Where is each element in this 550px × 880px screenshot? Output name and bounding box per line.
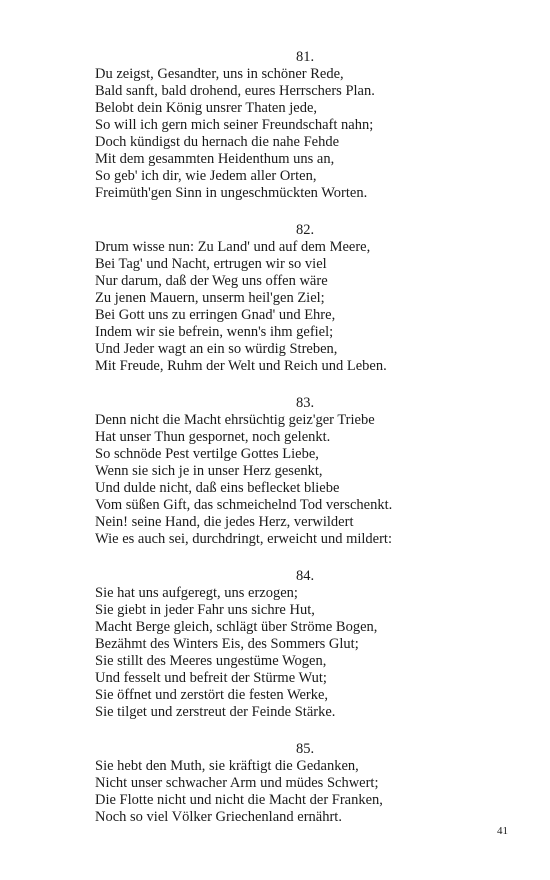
stanza-number: 81. <box>295 49 315 65</box>
verse-line: Zu jenen Mauern, unserm heil'gen Ziel; <box>95 290 325 306</box>
verse-line: So geb' ich dir, wie Jedem aller Orten, <box>95 168 317 184</box>
verse-line: So schnöde Pest vertilge Gottes Liebe, <box>95 446 319 462</box>
verse-line: Bei Tag' und Nacht, ertrugen wir so viel <box>95 256 327 272</box>
verse-line: Und fesselt und befreit der Stürme Wut; <box>95 670 327 686</box>
verse-line: Nur darum, daß der Weg uns offen wäre <box>95 273 328 289</box>
stanza-number: 83. <box>295 395 315 411</box>
verse-line: Nicht unser schwacher Arm und müdes Schwert; <box>95 775 379 791</box>
stanza-82 <box>95 222 515 375</box>
verse-line: Mit dem gesammten Heidenthum uns an, <box>95 151 335 167</box>
verse-line: Doch kündigst du hernach die nahe Fehde <box>95 134 340 150</box>
verse-line: Wie es auch sei, durchdringt, erweicht und mildert: <box>95 531 392 547</box>
stanza-85 <box>95 741 515 826</box>
stanza-number: 85. <box>295 741 315 757</box>
verse-line: Sie öffnet und zerstört die festen Werke, <box>95 687 329 703</box>
stanza-84 <box>95 568 515 721</box>
verse-line: Nein! seine Hand, die jedes Herz, verwildert <box>95 514 354 530</box>
verse-line: Sie giebt in jeder Fahr uns sichre Hut, <box>95 602 315 618</box>
verse-line: Indem wir sie befrein, wenn's ihm gefiel; <box>95 324 334 340</box>
verse-line: Bei Gott uns zu erringen Gnad' und Ehre, <box>95 307 336 323</box>
verse-line: Mit Freude, Ruhm der Welt und Reich und Leben. <box>95 358 387 374</box>
verse-line: Denn nicht die Macht ehrsüchtig geiz'ger Triebe <box>95 412 375 428</box>
verse-line: Bald sanft, bald drohend, eures Herrschers Plan. <box>95 83 375 99</box>
verse-line: Noch so viel Völker Griechenland ernährt. <box>95 809 342 825</box>
verse-line: Sie tilget und zerstreut der Feinde Stärke. <box>95 704 336 720</box>
verse-line: Du zeigst, Gesandter, uns in schöner Rede, <box>95 66 344 82</box>
stanza-number: 82. <box>295 222 315 238</box>
verse-line: Die Flotte nicht und nicht die Macht der Franken, <box>95 792 383 808</box>
verse-line: Sie hat uns aufgeregt, uns erzogen; <box>95 585 298 601</box>
poem-page <box>95 49 515 846</box>
stanza-83 <box>95 395 515 548</box>
verse-line: Und Jeder wagt an ein so würdig Streben, <box>95 341 338 357</box>
page-number: 41 <box>497 825 508 837</box>
verse-line: Freimüth'gen Sinn in ungeschmückten Worten. <box>95 185 368 201</box>
verse-line: Sie stillt des Meeres ungestüme Wogen, <box>95 653 327 669</box>
verse-line: Vom süßen Gift, das schmeichelnd Tod verschenkt. <box>95 497 393 513</box>
verse-line: Drum wisse nun: Zu Land' und auf dem Meere, <box>95 239 371 255</box>
verse-line: So will ich gern mich seiner Freundschaft nahn; <box>95 117 374 133</box>
verse-line: Sie hebt den Muth, sie kräftigt die Gedanken, <box>95 758 359 774</box>
verse-line: Macht Berge gleich, schlägt über Ströme Bogen, <box>95 619 378 635</box>
verse-line: Hat unser Thun gespornet, noch gelenkt. <box>95 429 331 445</box>
verse-line: Wenn sie sich je in unser Herz gesenkt, <box>95 463 323 479</box>
verse-line: Belobt dein König unsrer Thaten jede, <box>95 100 318 116</box>
verse-line: Bezähmt des Winters Eis, des Sommers Glut; <box>95 636 359 652</box>
verse-line: Und dulde nicht, daß eins beflecket bliebe <box>95 480 340 496</box>
stanza-number: 84. <box>295 568 315 584</box>
stanza-81 <box>95 49 515 202</box>
